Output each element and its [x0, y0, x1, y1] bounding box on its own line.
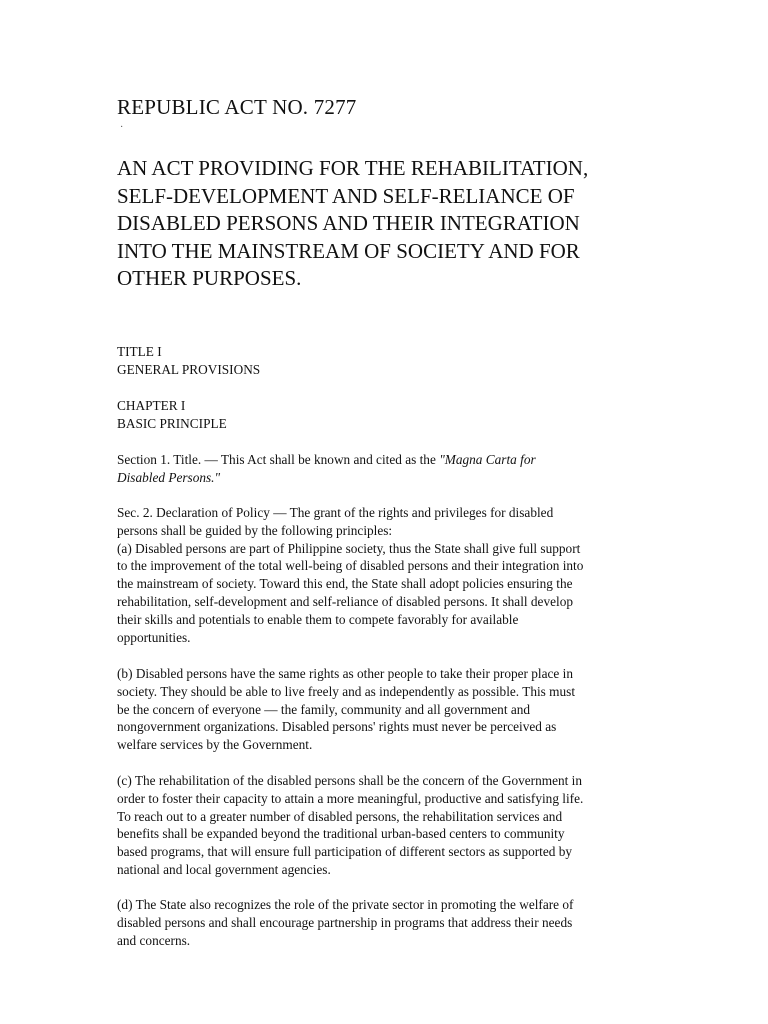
act-title-line: OTHER PURPOSES.	[117, 266, 302, 291]
paragraph-d-line: and concerns.	[117, 932, 191, 948]
paragraph-c-line: order to foster their capacity to attain a more meaningful, productive and satisfying life.	[117, 790, 584, 806]
paragraph-d	[117, 896, 657, 949]
act-title-line: SELF-DEVELOPMENT AND SELF-RELIANCE OF	[117, 183, 575, 208]
act-number-heading: REPUBLIC ACT NO. 7277	[117, 95, 357, 119]
section-1-text: Section 1. Title. — This Act shall be known and cited as the	[117, 452, 440, 467]
title-heading	[117, 343, 657, 379]
stray-dot-mark: ·	[120, 122, 124, 133]
paragraph-c-line: national and local government agencies.	[117, 861, 331, 877]
section-2-line: their skills and potentials to enable them to compete favorably for available	[117, 611, 519, 627]
section-2-paragraph	[117, 504, 657, 646]
act-title	[117, 155, 677, 293]
chapter-number: CHAPTER I	[117, 398, 186, 413]
chapter-heading	[117, 397, 657, 433]
paragraph-d-line: (d) The State also recognizes the role of the private sector in promoting the welfare of	[117, 897, 574, 912]
paragraph-b-line: society. They should be able to live freely and as independently as possible. This must	[117, 683, 576, 699]
paragraph-b-line: welfare services by the Government.	[117, 737, 313, 753]
paragraph-d-line: disabled persons and shall encourage partnership in programs that address their needs	[117, 914, 573, 930]
paragraph-b-line: nongovernment organizations. Disabled persons' rights must never be perceived as	[117, 719, 557, 735]
section-2-line: opportunities.	[117, 629, 191, 645]
title-subtitle: GENERAL PROVISIONS	[117, 361, 261, 377]
section-1-short-title: "Magna Carta for	[439, 452, 536, 467]
paragraph-c-line: To reach out to a greater number of disabled persons, the rehabilitation services and	[117, 808, 563, 824]
act-title-line: INTO THE MAINSTREAM OF SOCIETY AND FOR	[117, 238, 580, 263]
paragraph-b-line: (b) Disabled persons have the same rights as other people to take their proper place in	[117, 666, 574, 681]
title-number: TITLE I	[117, 344, 162, 359]
section-2-line: to the improvement of the total well-being of disabled persons and their integration into	[117, 558, 584, 574]
section-2-line: rehabilitation, self-development and self-reliance of disabled persons. It shall develop	[117, 593, 574, 609]
act-title-line: AN ACT PROVIDING FOR THE REHABILITATION,	[117, 156, 589, 180]
paragraph-c	[117, 772, 657, 879]
section-2-line: the mainstream of society. Toward this end, the State shall adopt policies ensuring the	[117, 576, 573, 592]
paragraph-c-line: based programs, that will ensure full participation of different sectors as supported by	[117, 844, 573, 860]
chapter-subtitle: BASIC PRINCIPLE	[117, 415, 227, 431]
section-1-line	[117, 451, 657, 469]
act-title-line: DISABLED PERSONS AND THEIR INTEGRATION	[117, 211, 580, 236]
section-2-line: (a) Disabled persons are part of Philippine society, thus the State shall give full support	[117, 540, 581, 556]
paragraph-c-line: benefits shall be expanded beyond the traditional urban-based centers to community	[117, 826, 565, 842]
paragraph-b	[117, 665, 657, 754]
paragraph-c-line: (c) The rehabilitation of the disabled persons shall be the concern of the Government in	[117, 773, 582, 788]
paragraph-b-line: be the concern of everyone — the family, community and all government and	[117, 701, 531, 717]
section-2-line: Sec. 2. Declaration of Policy — The grant of the rights and privileges for disabled	[117, 505, 554, 520]
section-1-short-title-cont: Disabled Persons."	[117, 469, 221, 485]
section-1-paragraph	[117, 451, 657, 487]
section-2-line: persons shall be guided by the following principles:	[117, 522, 393, 538]
